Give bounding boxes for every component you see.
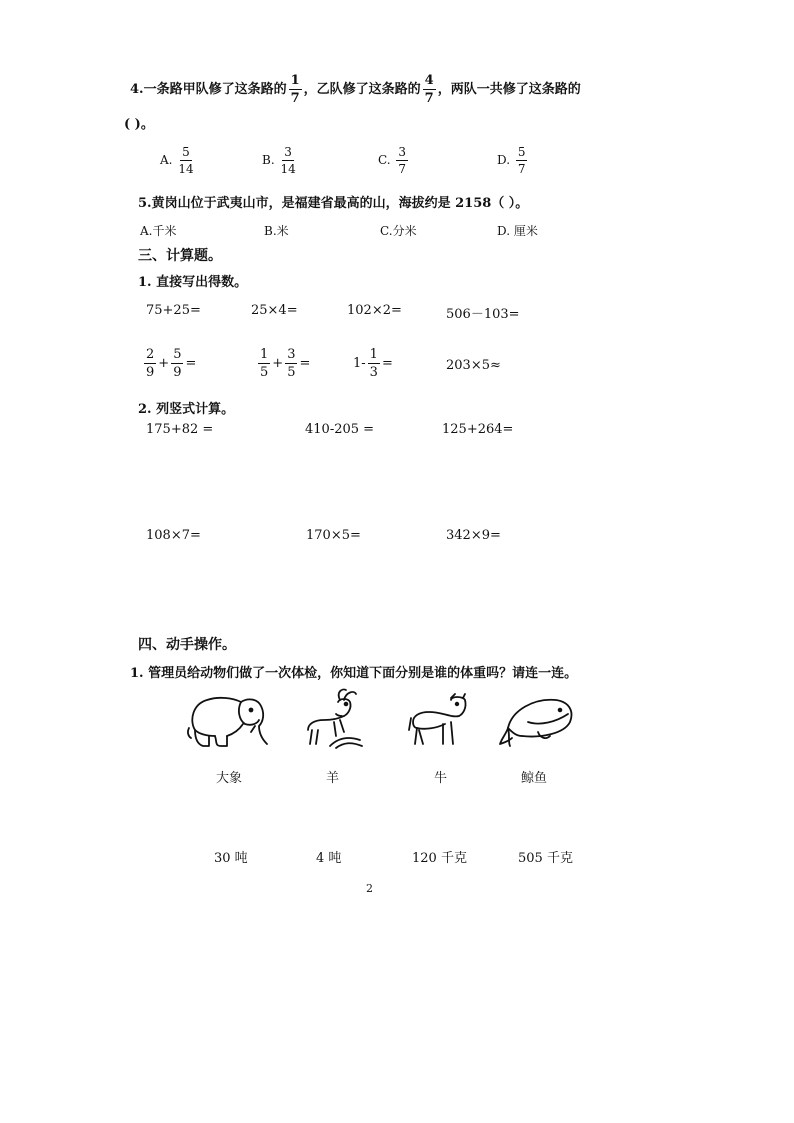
q5-option-d[interactable]: D. 厘米 [497,224,538,238]
calc-1-1: 75+25= [146,303,201,318]
question-5: 5.黄岗山位于武夷山市，是福建省最高的山，海拔约是 2158（ ）。 [138,196,529,211]
animal-label-goat: 羊 [326,771,340,786]
whale-icon [498,692,578,748]
q5-option-b[interactable]: B.米 [264,224,289,238]
vertical-calc-4: 108×7= [146,528,201,543]
goat-icon [300,686,366,752]
animal-label-whale: 鲸鱼 [521,771,548,786]
q4-option-d[interactable]: D. $\frac{5}{7}$ [497,145,526,176]
weight-option-2[interactable]: 4 吨 [316,851,342,866]
q4-option-a[interactable]: A. $\frac{5}{14}$ [160,145,194,176]
weight-option-4[interactable]: 505 千克 [518,851,573,866]
calc-2-3: 1- $\frac{1}{3}$ = [353,347,393,380]
weight-option-1[interactable]: 30 吨 [214,851,248,866]
calc-1-3: 102×2= [347,303,402,318]
section-4-sub-1: 1. 管理员给动物们做了一次体检，你知道下面分别是谁的体重吗？请连一连。 [130,666,578,681]
vertical-calc-1: 175+82 = [146,422,214,437]
animal-label-cow: 牛 [434,771,448,786]
q4-fraction-2: $\frac{4}{7}$ [424,73,434,106]
q5-option-c[interactable]: C.分米 [380,224,417,238]
q4-option-c[interactable]: C. $\frac{3}{7}$ [378,145,407,176]
calc-1-2: 25×4= [251,303,298,318]
page-number: 2 [366,882,373,895]
vertical-calc-2: 410-205 = [305,422,375,437]
q4-suffix: ，两队一共修了这条路的 [437,82,581,97]
section-3-sub-2: 2. 列竖式计算。 [138,402,235,417]
calc-1-4: 506－103= [446,307,520,322]
section-3-sub-1: 1. 直接写出得数。 [138,275,248,290]
q4-middle: ，乙队修了这条路的 [303,82,421,97]
calc-2-4: 203×5≈ [446,358,501,373]
question-4 [130,74,581,105]
animal-label-elephant: 大象 [216,771,243,786]
weight-option-3[interactable]: 120 千克 [412,851,467,866]
section-4-title: 四、动手操作。 [138,637,236,653]
cow-icon [405,690,473,750]
q4-prefix: 4.一条路甲队修了这条路的 [130,82,287,97]
vertical-calc-3: 125+264= [442,422,514,437]
vertical-calc-5: 170×5= [306,528,361,543]
q4-answer-blank[interactable]: ( )。 [124,117,154,132]
q4-fraction-1: $\frac{1}{7}$ [290,73,300,106]
q5-option-a[interactable]: A.千米 [140,224,177,238]
section-3-title: 三、计算题。 [138,248,222,264]
calc-2-1: $\frac{2}{9}$ + $\frac{5}{9}$ = [146,347,197,380]
vertical-calc-6: 342×9= [446,528,501,543]
calc-2-2: $\frac{1}{5}$ + $\frac{3}{5}$ = [260,347,311,380]
elephant-icon [185,690,273,752]
q4-option-b[interactable]: B. $\frac{3}{14}$ [262,145,296,176]
